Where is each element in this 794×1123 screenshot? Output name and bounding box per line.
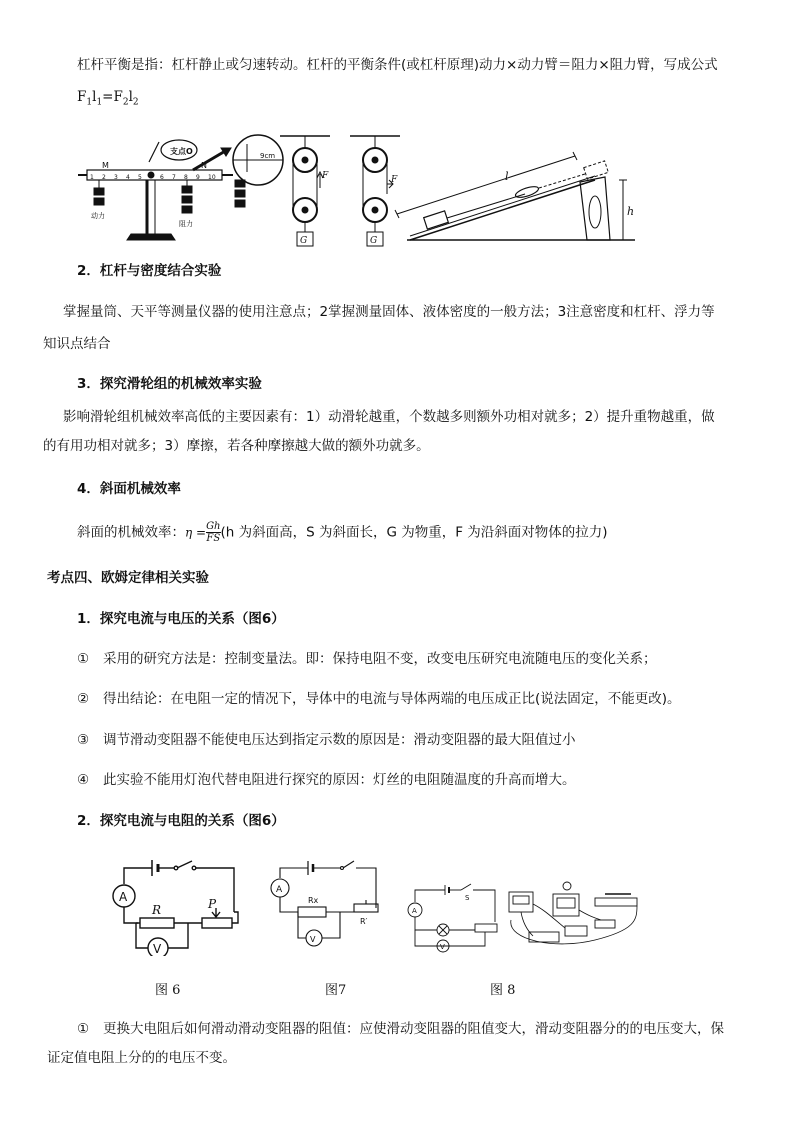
item-number: ④: [77, 772, 90, 788]
efficiency-fraction: [206, 521, 220, 544]
weight-label-g2: G: [370, 236, 378, 246]
fraction-denominator: FS: [206, 533, 221, 544]
item-text: 此实验不能用灯泡代替电阻进行探究的原因：灯丝的电阻随温度的升高而增大。: [103, 772, 576, 788]
formula-l2: l: [128, 89, 133, 105]
incline-efficiency-line: [77, 521, 608, 544]
section-2-title: 2．杠杆与密度结合实验: [77, 263, 222, 279]
resistance-label: 阻力: [179, 220, 193, 228]
formula-sub: 1: [86, 97, 93, 108]
pulley-system-2: [350, 136, 400, 246]
fraction-numerator: Gh: [206, 521, 221, 532]
inclined-plane: [395, 152, 635, 240]
voltmeter-label: V: [440, 943, 445, 951]
item-number: ②: [77, 691, 90, 707]
formula-sub: 1: [96, 97, 103, 108]
section-3-title: 3．探究滑轮组的机械效率实验: [77, 376, 262, 392]
figure-8-caption: 图 8: [490, 983, 516, 998]
label-n: N: [201, 161, 207, 170]
section-2-line-2: 知识点结合: [43, 336, 111, 352]
ruler-tick: 8: [184, 174, 188, 181]
incline-prefix: 斜面的机械效率：: [77, 524, 185, 541]
item-text: 得出结论：在电阻一定的情况下，导体中的电流与导体两端的电压成正比(说法固定，不能更改)。: [103, 691, 681, 707]
formula-f1: F: [77, 89, 87, 105]
ammeter-label: A: [412, 907, 417, 915]
ruler-tick: 9: [196, 174, 200, 181]
circuit-figure-8: [405, 880, 645, 956]
list-item: [77, 731, 576, 749]
force-label-2: F: [391, 175, 398, 185]
zoom-label: 9cm: [260, 152, 276, 160]
incline-suffix: (h 为斜面高，S 为斜面长，G 为物重，F 为沿斜面对物体的拉力): [220, 524, 608, 541]
lever-definition: 杠杆平衡是指：杠杆静止或匀速转动。杠杆的平衡条件(或杠杆原理)动力×动力臂＝阻力×阻力臂，写成公式: [77, 57, 718, 73]
lever-pulley-incline-figure: [75, 122, 640, 252]
rheostat-label: R′: [360, 917, 368, 926]
item-number: ③: [77, 732, 90, 748]
height-label: h: [627, 205, 635, 218]
item-text: 采用的研究方法是：控制变量法。即：保持电阻不变，改变电压研究电流随电压的变化关系；: [103, 651, 657, 667]
section-2-line-1: 掌握量筒、天平等测量仪器的使用注意点；2掌握测量固体、液体密度的一般方法；3注意密度和杠杆、浮力等: [63, 304, 715, 320]
list-item: [77, 650, 657, 668]
ruler-tick: 6: [160, 174, 164, 181]
list-item: [77, 690, 681, 708]
ruler-tick: 4: [126, 174, 130, 181]
ammeter-label: A: [276, 885, 283, 895]
formula-sub: 2: [122, 97, 129, 108]
section-3-line-1: 影响滑轮组机械效率高低的主要因素有：1）动滑轮越重，个数越多则额外功相对就多；2）提升重物越重，做: [63, 409, 715, 425]
ruler-tick: 3: [114, 174, 118, 181]
weight-label-g1: G: [300, 236, 308, 246]
formula-f2: =F: [102, 89, 123, 105]
subsection-2-title: 2．探究电流与电阻的关系（图6）: [77, 813, 285, 829]
effort-label: 动力: [91, 212, 105, 220]
circuit-figure-6: [108, 856, 243, 956]
final-paragraph-line-2: 证定值电阻上分的的电压不变。: [47, 1050, 236, 1066]
ammeter-label: A: [119, 890, 128, 904]
length-label: l: [505, 170, 509, 183]
ruler-tick: 2: [102, 174, 106, 181]
formula-l1: l: [92, 89, 97, 105]
eta-symbol: η =: [185, 525, 207, 540]
ruler-tick: 5: [138, 174, 142, 181]
item-text: 调节滑动变阻器不能使电压达到指定示数的原因是：滑动变阻器的最大阻值过小: [103, 732, 576, 748]
force-label-1: F: [322, 171, 329, 181]
lever-formula: [77, 88, 139, 112]
pulley-system-1: [280, 136, 330, 246]
figure-7-caption: 图7: [325, 983, 347, 998]
voltmeter-label: V: [310, 935, 316, 944]
fulcrum-label: 支点O: [170, 147, 193, 156]
ruler-tick: 1: [90, 174, 94, 181]
resistor-label: R: [152, 903, 162, 917]
label-m: M: [102, 161, 109, 170]
voltmeter-label: V: [153, 942, 162, 956]
item-number: ①: [77, 651, 90, 667]
item-number: ①: [77, 1021, 90, 1037]
slider-label: P: [208, 897, 217, 911]
section-3-line-2: 的有用功相对就多；3）摩擦，若各种摩擦越大做的额外功就多。: [43, 438, 430, 454]
list-item: [77, 771, 576, 789]
item-text: 更换大电阻后如何滑动滑动变阻器的阻值：应使滑动变阻器的阻值变大，滑动变阻器分的的电压变大，保: [103, 1021, 724, 1037]
figure-6-caption: 图 6: [155, 983, 181, 998]
section-4-title: 4．斜面机械效率: [77, 481, 181, 497]
ruler-tick: 10: [208, 174, 216, 181]
circuit-figure-7: [268, 856, 388, 951]
switch-label: S: [465, 894, 470, 902]
formula-sub: 2: [132, 97, 139, 108]
resistor-rx-label: Rx: [308, 896, 319, 905]
final-paragraph-line-1: [77, 1020, 724, 1038]
ruler-tick: 7: [172, 174, 176, 181]
key-point-4-title: 考点四、欧姆定律相关实验: [47, 570, 209, 586]
subsection-1-title: 1．探究电流与电压的关系（图6）: [77, 611, 285, 627]
